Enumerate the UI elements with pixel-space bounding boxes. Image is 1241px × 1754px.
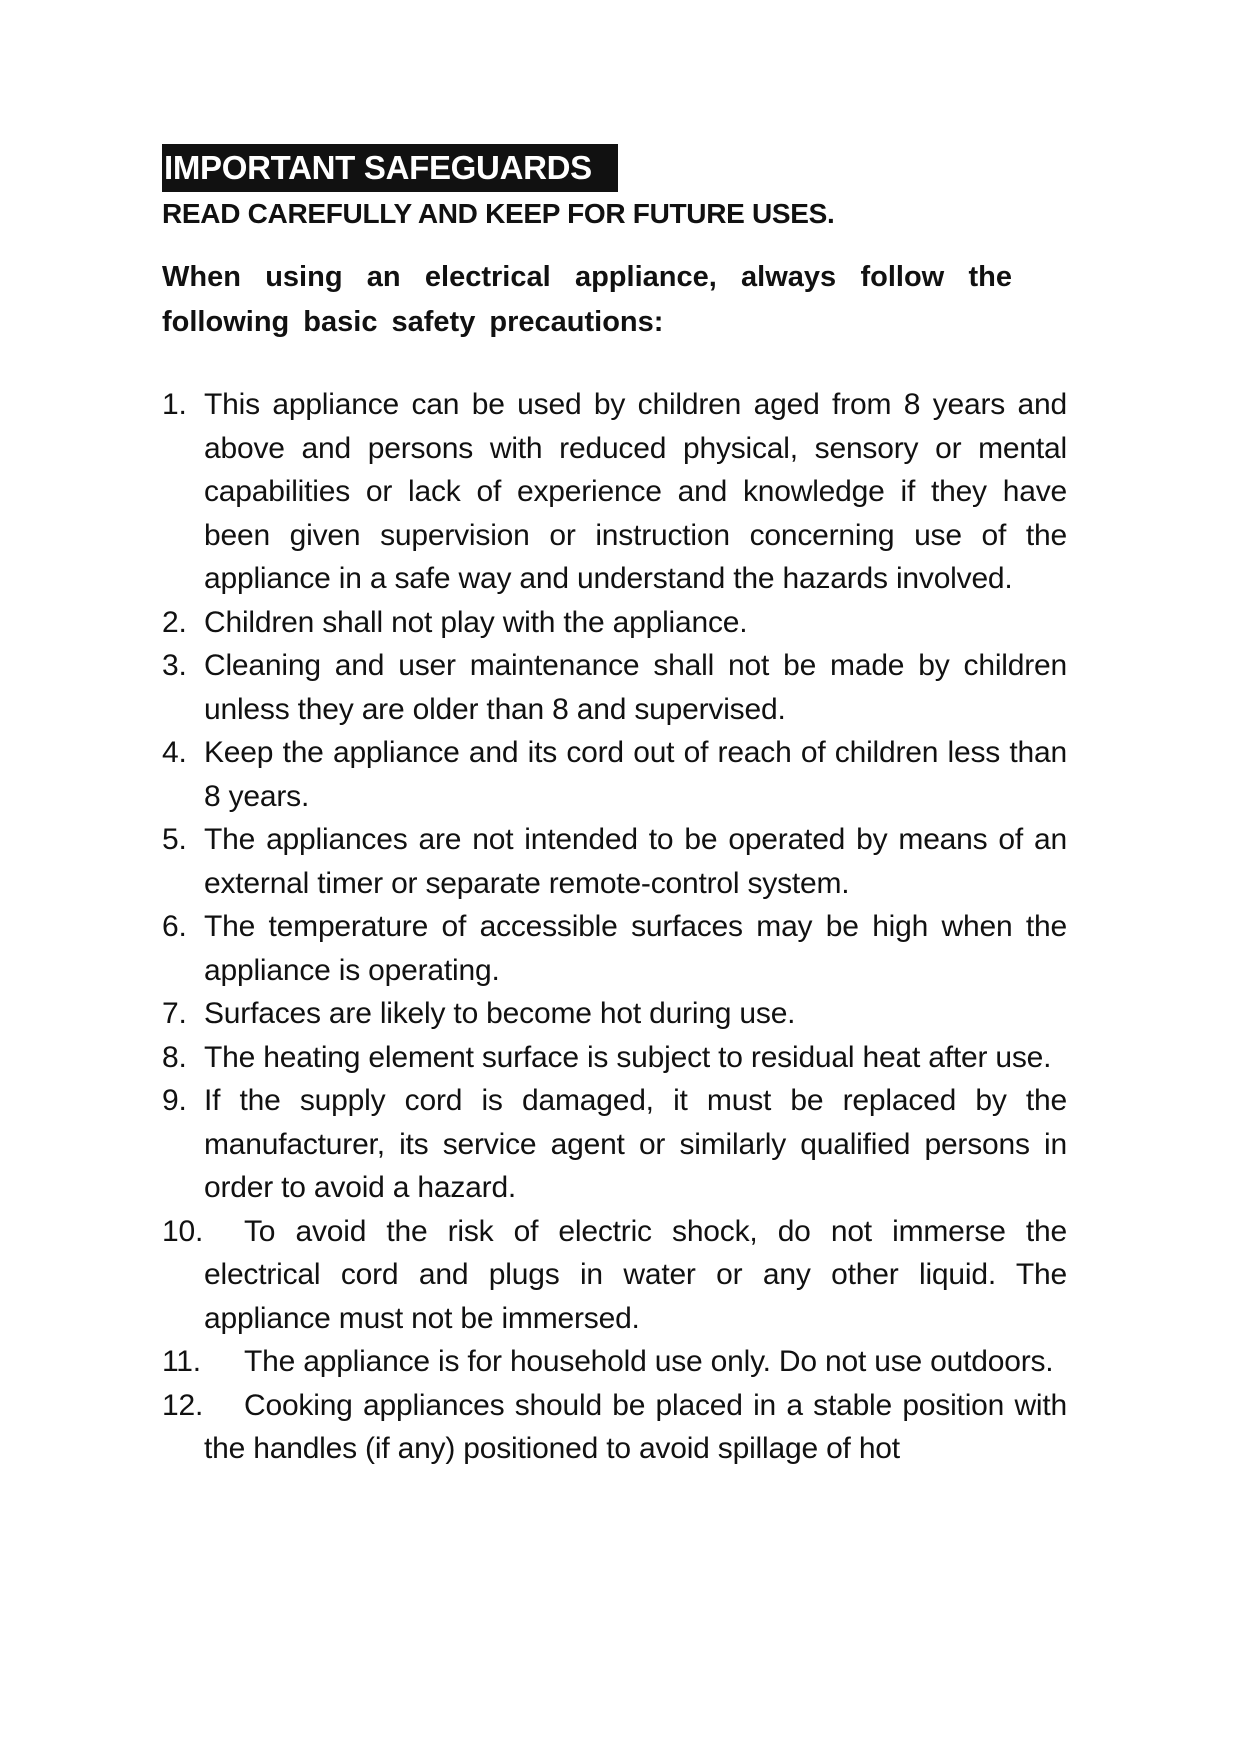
list-item-number: 8. <box>162 1040 187 1074</box>
list-item-text: Keep the appliance and its cord out of reach of children less than 8 years. <box>204 736 1067 813</box>
page-title: IMPORTANT SAFEGUARDS <box>162 144 618 192</box>
list-item-number: 5. <box>162 823 187 856</box>
list-item-text: The appliances are not intended to be operated by means of an external timer or separate remote-control system. <box>204 823 1067 900</box>
list-item-number: 3. <box>162 649 187 682</box>
intro-paragraph: When using an electrical appliance, always follow the following basic safety precautions: <box>162 261 1012 338</box>
list-item <box>162 601 1067 645</box>
document-page <box>162 144 1067 1471</box>
list-item <box>162 992 1067 1036</box>
list-item-text: If the supply cord is damaged, it must be replaced by the manufacturer, its service agent or similarly qualified persons in order to avoid a hazard. <box>204 1084 1067 1204</box>
list-item-number: 1. <box>162 388 187 421</box>
list-item <box>162 1210 1067 1341</box>
list-item-number: 12. <box>162 1388 204 1422</box>
list-item <box>162 1340 1067 1384</box>
list-item-text: Cooking appliances should be placed in a stable position with the handles (if any) positioned to avoid spillage of hot <box>204 1388 1067 1465</box>
list-item <box>162 644 1067 731</box>
list-item-number: 7. <box>162 997 187 1030</box>
list-item-text: The temperature of accessible surfaces may be high when the appliance is operating. <box>204 910 1067 987</box>
safeguards-list <box>162 383 1067 1471</box>
list-item <box>162 1036 1067 1080</box>
list-item-number: 9. <box>162 1084 187 1117</box>
list-item-text: The heating element surface is subject to residual heat after use. <box>204 1040 1052 1074</box>
list-item-number: 4. <box>162 736 187 769</box>
list-item <box>162 1384 1067 1471</box>
list-item-text: Surfaces are likely to become hot during use. <box>204 997 796 1030</box>
list-item-number: 6. <box>162 910 187 943</box>
list-item-text: Cleaning and user maintenance shall not be made by children unless they are older than 8 and supervised. <box>204 649 1067 726</box>
list-item-text: Children shall not play with the appliance. <box>204 605 748 639</box>
list-item <box>162 731 1067 818</box>
list-item-number: 11. <box>162 1345 201 1378</box>
list-item <box>162 818 1067 905</box>
list-item-text: To avoid the risk of electric shock, do not immerse the electrical cord and plugs in water or any other liquid. The appliance must not be immersed. <box>204 1214 1067 1335</box>
page-subtitle: READ CAREFULLY AND KEEP FOR FUTURE USES. <box>162 198 835 229</box>
list-item-text: The appliance is for household use only. Do not use outdoors. <box>244 1345 1054 1378</box>
list-item <box>162 383 1067 601</box>
list-item <box>162 905 1067 992</box>
list-item-number: 2. <box>162 605 187 639</box>
list-item-text: This appliance can be used by children aged from 8 years and above and persons with reduced physical, sensory or mental capabilities or lack of experience and knowledge if they have been given supervision or instruction concerning use of the appliance in a safe way and understand the hazards involved. <box>204 388 1067 595</box>
list-item <box>162 1079 1067 1210</box>
list-item-number: 10. <box>162 1214 204 1248</box>
